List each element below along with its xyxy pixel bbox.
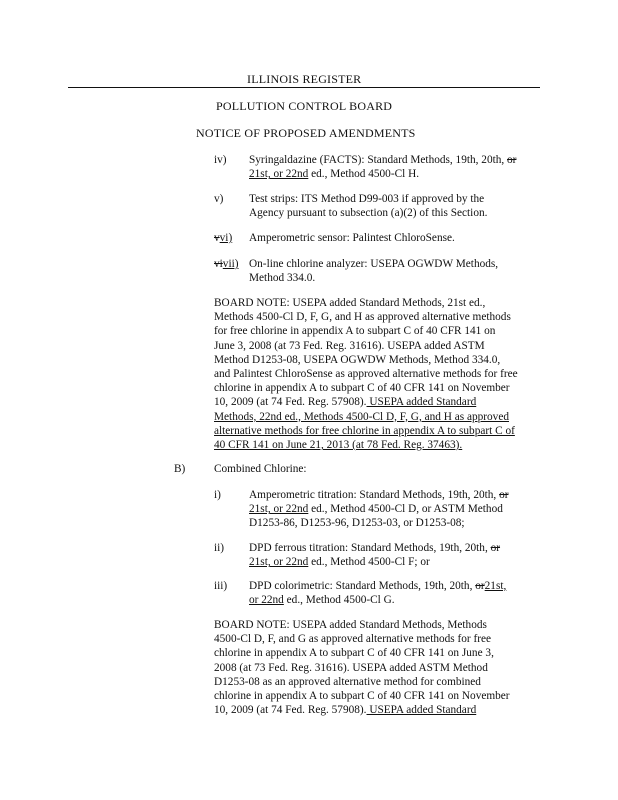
item-iii-rest: ed., Method 4500-Cl G. [283,594,395,607]
board-note-1-line: 10, 2009 (at 74 Fed. Reg. 57908). [214,396,367,409]
item-i-line3: D1253-86, D1253-96, D1253-03, or D1253-08; [249,517,465,530]
notice-title: NOTICE OF PROPOSED AMENDMENTS [196,126,416,140]
item-ii [249,541,500,569]
board-note-2-line: D1253-08 as an approved alternative method for combined [214,675,481,688]
item-vii-line1: On-line chlorine analyzer: USEPA OGWDW Methods, [249,258,499,270]
inserted-text: 21st, [484,580,507,592]
item-vi-text: Amperometric sensor: Palintest ChloroSense. [249,232,455,244]
item-ii-rest: ed., Method 4500-Cl F; or [308,556,430,569]
deleted-text: or [499,489,509,501]
item-label-i: i) [214,489,221,501]
item-v [249,192,487,220]
item-iv [249,153,516,181]
section-b-title: Combined Chlorine: [214,463,307,475]
item-iii-text: DPD colorimetric: Standard Methods, 19th, 20th, [249,580,473,592]
inserted-text: USEPA added Standard [366,704,477,717]
inserted-line: alternative methods for free chlorine in appendix A to subpart C of [214,424,515,437]
item-label-vi [214,231,232,245]
inserted-line: 40 CFR 141 on June 21, 2013 (at 78 Fed. Reg. 37463). [214,439,463,452]
item-iii [249,579,506,607]
section-b-label: B) [174,463,186,475]
inserted-text: 21st, or 22nd [249,556,309,569]
board-note-2-line: BOARD NOTE: USEPA added Standard Methods, Methods [214,619,487,631]
inserted-text: 21st, or 22nd [249,168,309,181]
board-title: POLLUTION CONTROL BOARD [216,99,393,113]
deleted-label: v [214,232,220,244]
item-label-iv: iv) [214,154,227,166]
item-i [249,488,509,531]
board-note-1-line: Method D1253-08, USEPA OGWDW Methods, Method 334.0, [214,353,501,366]
item-vii [249,257,498,285]
item-label-iii: iii) [214,580,228,592]
board-note-2-line: chlorine in appendix A to subpart C of 40 CFR 141 on November [214,690,510,703]
register-title: ILLINOIS REGISTER [247,72,362,86]
item-iv-rest: ed., Method 4500-Cl H. [308,168,420,181]
inserted-line: Methods, 22nd ed., Methods 4500-Cl D, F, G, and H as approved [214,410,509,423]
item-ii-text: DPD ferrous titration: Standard Methods, 19th, 20th, [249,542,488,554]
item-v-line2: Agency pursuant to subsection (a)(2) of this Section. [249,207,488,220]
board-note-2-line: 2008 (at 73 Fed. Reg. 31616). USEPA added ASTM Method [214,661,488,674]
inserted-text: or 22nd [249,594,284,607]
board-note-2-line: 10, 2009 (at 74 Fed. Reg. 57908). [214,704,367,717]
board-note-2-line: 4500-Cl D, F, and G as approved alternative methods for free [214,633,492,646]
board-note-1 [214,296,518,452]
inserted-label: vi) [219,232,233,244]
deleted-text: or [507,154,517,166]
board-note-1-line: June 3, 2008 (at 73 Fed. Reg. 31616). USEPA added ASTM [214,339,485,352]
item-vii-line2: Method 334.0. [249,272,316,285]
deleted-text: or [475,580,485,592]
board-note-2 [214,618,510,717]
item-iv-text: Syringaldazine (FACTS): Standard Methods, 19th, 20th, [249,154,505,166]
header-rule [68,87,540,88]
inserted-text: USEPA added Standard [366,396,477,409]
board-note-1-line: BOARD NOTE: USEPA added Standard Methods, 21st ed., [214,297,486,309]
item-vi [249,231,455,245]
deleted-label: vi [214,258,223,270]
inserted-text: 21st, or 22nd [249,503,309,516]
board-note-1-line: and Palintest ChloroSense as approved alternative methods for free [214,368,518,381]
item-i-rest: ed., Method 4500-Cl D, or ASTM Method [308,503,503,516]
deleted-text: or [490,542,501,554]
item-label-ii: ii) [214,542,225,554]
item-label-vii [214,257,239,271]
board-note-1-line: for free chlorine in appendix A to subpart C of 40 CFR 141 on [214,325,496,338]
item-v-line1: Test strips: ITS Method D99-003 if approved by the [249,193,485,205]
item-label-v: v) [214,193,224,205]
board-note-2-line: chlorine in appendix A to subpart C of 40 CFR 141 on June 3, [214,647,494,660]
board-note-1-line: Methods 4500-Cl D, F, G, and H as approved alternative methods [214,311,511,324]
board-note-1-line: chlorine in appendix A to subpart C of 40 CFR 141 on November [214,382,510,395]
item-i-text: Amperometric titration: Standard Methods, 19th, 20th, [249,489,497,501]
inserted-label: vii) [222,258,239,270]
